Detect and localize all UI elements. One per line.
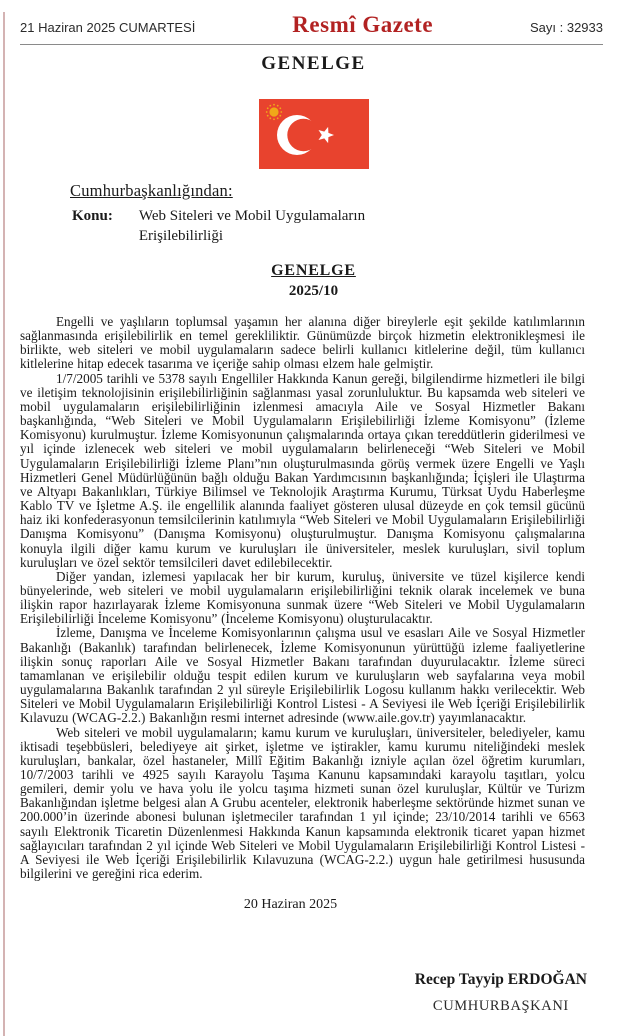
signature-block bbox=[415, 971, 587, 1015]
subject-label: Konu: bbox=[72, 208, 113, 224]
issuing-authority: Cumhurbaşkanlığından: bbox=[70, 181, 233, 200]
page-edge-line bbox=[3, 12, 5, 1036]
turkish-flag-image bbox=[259, 99, 369, 169]
signer-name: Recep Tayyip ERDOĞAN bbox=[414, 971, 587, 989]
section-title: GENELGE bbox=[261, 53, 366, 74]
signer-title: CUMHURBAŞKANI bbox=[432, 998, 569, 1015]
gazette-date: 21 Haziran 2025 CUMARTESİ bbox=[20, 20, 196, 35]
subject-row bbox=[72, 206, 627, 246]
subject-text: Web Siteleri ve Mobil Uygulamaların Erişilebilirliği bbox=[138, 208, 366, 244]
circular-heading: GENELGE bbox=[271, 262, 356, 279]
circular-date: 20 Haziran 2025 bbox=[243, 897, 338, 913]
body-paragraph: Diğer yandan, izlemesi yapılacak her bir kurum, kuruluş, üniversite ve tüzel kişilerce kendi bünyelerinde, web siteleri ve mobil uygulamaların erişilebilirliğini teknik olarak incelemek ve buna ilişkin rapor hazırlayarak İzleme Komisyonuna sunmak üzere “Web Siteleri ve Mobil Uygulamaların Erişilebilirliği İnceleme Komisyonu” (İnceleme Komisyonu) oluşturulacaktır. bbox=[20, 568, 585, 627]
circular-number: 2025/10 bbox=[288, 283, 339, 299]
header-divider bbox=[20, 44, 603, 45]
body-paragraph: Web siteleri ve mobil uygulamaların; kamu kurum ve kuruluşları, üniversiteler, belediyeler, kamu iktisadi teşebbüsleri, belediyeye ait şirket, işletme ve iştirakler, kamu kurumu niteliğindeki meslek kuruluşları, bankalar, özel hastaneler, Millî Eğitim Bakanlığı izniyle açılan özel öğretim kurumları, 10/7/2003 tarihli ve 4925 sayılı Karayolu Taşıma Kanunu kapsamındaki karayolu taşıtları, yolcu gemileri, demir yolu ve hava yolu ile yolcu taşıma hizmeti sunan özel kuruluşlar, Kültür ve Turizm Bakanlığından işletme belgesi alan A Grubu acenteler, elektronik haberleşme sektöründe hizmet sunan ve 200.000’in üzerinde abonesi bulunan işletmeciler tarafından 1 yıl içinde; 23/10/2014 tarihli ve 6563 sayılı Elektronik Ticaretin Düzenlenmesi Hakkında Kanun kapsamında elektronik ticaret yapan hizmet sağlayıcıları tarafından 2 yıl içinde Web Siteleri ve Mobil Uygulamaların Erişilebilirliği Kontrol Listesi - A Seviyesi ile Web İçeriği Erişilebilirlik Kılavuzuna (WCAG-2.2.) uygun hale getirilmesi hususunda bilgilerini ve gereğini rica ederim. bbox=[20, 724, 585, 882]
body-paragraph: 1/7/2005 tarihli ve 5378 sayılı Engelliler Hakkında Kanun gereği, bilgilendirme hizmetleri ile bilgi ve iletişim teknolojisinin erişilebilirliğinin sağlanması yasal zorunluluktur. Bu kapsamda web siteleri ve mobil uygulamaların erişilebilirliğinin izlenmesi amacıyla Aile ve Sosyal Hizmetler Bakanı başkanlığında, “Web Siteleri ve Mobil Uygulamaların Erişilebilirliği İzleme Komisyonu” (İzleme Komisyonu) kurulmuştur. İzleme Komisyonunun çalışmalarında ortaya çıkan tereddütlerin giderilmesi ve yıl içinde izlenecek web siteleri ve mobil uygulamaların belirleneceği “Web Siteleri ve Mobil Uygulamaların Erişilebilirliği İzleme Planı”nın oluşturulmasında görüş vermek üzere Engelli ve Yaşlı Hizmetleri Genel Müdürlüğünün bağlı olduğu Bakan Yardımcısının başkanlığında; İçişleri ile Ulaştırma ve Altyapı Bakanlıkları, Türkiye Bilimsel ve Teknolojik Araştırma Kurumu, Türksat Uydu Haberleşme Kablo TV ve İşletme A.Ş. ile engellilik alanında faaliyet gösteren ulusal düzeyde en çok temsil gücünü haiz iki konfederasyonun temsilcilerinin katılımıyla “Web Siteleri ve Mobil Uygulamaların Erişilebilirliği Danışma Komisyonu” (Danışma Komisyonu) oluşturulmuştur. Danışma Komisyonu çalışmalarına konuyla ilgili diğer kamu kurum ve kuruluşları ile üniversiteler, meslek kuruluşları, sivil toplum kuruluşları ve özel sektör temsilcileri davet edilebilecektir. bbox=[20, 370, 585, 570]
flag-container bbox=[0, 99, 627, 169]
gazette-header bbox=[20, 12, 603, 38]
body-paragraph: İzleme, Danışma ve İnceleme Komisyonlarının çalışma usul ve esasları Aile ve Sosyal Hizmetler Bakanlığı (Bakanlık) tarafından belirlenecek, İzleme Komisyonunun yürüttüğü izleme faaliyetlerine ilişkin sonuç raporları Aile ve Sosyal Hizmetler Bakanı tarafından duyurulacaktır. İzleme süreci tamamlanan ve erişilebilir olduğu tespit edilen kurum ve kuruluşların web sayfalarına veya mobil uygulamalarına Bakanlık tarafından 2 yıl süreyle Erişilebilirlik Logosu kullanım hakkı verilecektir. Web Siteleri ve Mobil Uygulamaların Erişilebilirliği Kontrol Listesi - A Seviyesi ile Web İçeriği Erişilebilirlik Kılavuzu (WCAG-2.2.) Bakanlığın resmi internet adresinde (www.aile.gov.tr) yayımlanacaktır. bbox=[20, 625, 585, 726]
gazette-page bbox=[0, 12, 627, 1036]
gazette-issue-number: Sayı : 32933 bbox=[530, 20, 603, 35]
body-paragraph: Engelli ve yaşlıların toplumsal yaşamın her alanına diğer bireylerle eşit şekilde katılımlarının sağlanmasında erişilebilirlik en temel gerekliliktir. Günümüzde birçok hizmetin elektronikleşmesi ile birlikte, web siteleri ve mobil uygulamaların sadece belirli kullanıcı kitlelerine değil, tüm kullanıcı kitlelerine hitap edecek tasarıma ve içeriğe sahip olması elzem hale gelmiştir. bbox=[20, 314, 585, 372]
circular-body bbox=[20, 315, 585, 881]
gazette-title: Resmî Gazete bbox=[292, 12, 434, 37]
